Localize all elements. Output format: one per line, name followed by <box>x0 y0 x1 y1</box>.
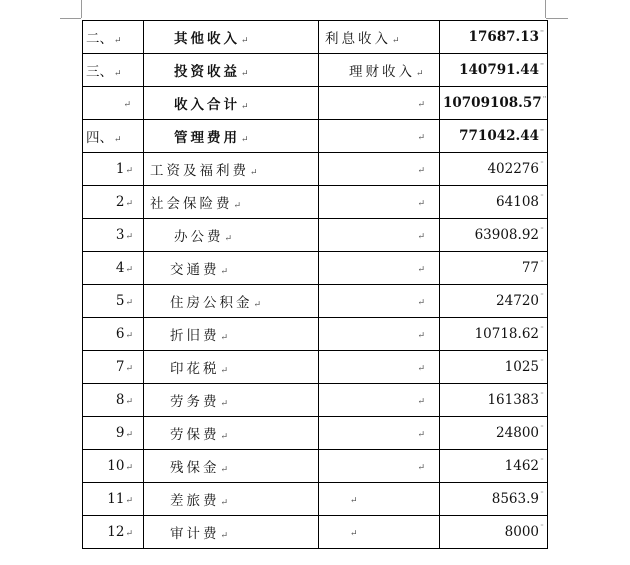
paragraph-mark: ↵ <box>417 331 425 341</box>
table-row <box>83 87 548 120</box>
paragraph-mark: ↵ <box>417 265 425 275</box>
amount-cell[interactable]: 24800¨ <box>440 417 548 450</box>
paragraph-mark: ↵ <box>220 267 229 277</box>
paragraph-mark: ↵ <box>114 135 122 145</box>
amount-cell[interactable]: 10718.62¨ <box>440 318 548 351</box>
seq-cell[interactable]: 9↵ <box>83 417 144 450</box>
seq-cell[interactable]: 4↵ <box>83 252 144 285</box>
table-row <box>83 186 548 219</box>
table-row <box>83 120 548 153</box>
paragraph-mark: ↵ <box>250 168 258 178</box>
table-row <box>83 54 548 87</box>
cell-end-mark: ¨ <box>540 128 544 138</box>
paragraph-mark: ↵ <box>125 166 133 176</box>
paragraph-mark: ↵ <box>125 430 133 440</box>
paragraph-mark: ↵ <box>417 133 425 143</box>
paragraph-mark: ↵ <box>233 201 242 211</box>
paragraph-mark: ↵ <box>241 102 249 112</box>
name-cell[interactable]: 住房公积金↵ <box>144 285 319 318</box>
paragraph-mark: ↵ <box>125 331 133 341</box>
cell-end-mark: ¨ <box>540 62 544 72</box>
paragraph-mark: ↵ <box>125 364 133 374</box>
table-row <box>83 252 548 285</box>
paragraph-mark: ↵ <box>125 199 133 209</box>
paragraph-mark: ↵ <box>417 199 425 209</box>
amount-cell[interactable]: 77¨ <box>440 252 548 285</box>
detail-cell[interactable] <box>319 318 440 351</box>
table-row <box>83 483 548 516</box>
cell-end-mark: ¨ <box>540 425 544 434</box>
cell-end-mark: ¨ <box>540 227 544 236</box>
paragraph-mark: ↵ <box>224 234 233 244</box>
detail-cell[interactable] <box>319 483 440 516</box>
paragraph-mark: ↵ <box>417 232 425 242</box>
paragraph-mark: ↵ <box>220 465 229 475</box>
amount-cell[interactable]: 1025¨ <box>440 351 548 384</box>
name-cell[interactable]: 残保金↵ <box>144 450 319 483</box>
paragraph-mark: ↵ <box>125 529 133 539</box>
name-cell[interactable]: 交通费↵ <box>144 252 319 285</box>
amount-cell[interactable]: 17687.13¨ <box>440 21 548 54</box>
detail-cell[interactable] <box>319 285 440 318</box>
amount-cell[interactable]: 8563.9¨ <box>440 483 548 516</box>
table-row <box>83 219 548 252</box>
detail-cell[interactable] <box>319 351 440 384</box>
paragraph-mark: ↵ <box>241 69 249 79</box>
name-cell[interactable]: 管理费用↵ <box>144 120 319 153</box>
paragraph-mark: ↵ <box>114 69 122 79</box>
paragraph-mark: ↵ <box>417 364 425 374</box>
detail-cell[interactable] <box>319 450 440 483</box>
crop-mark <box>546 18 568 19</box>
name-cell[interactable]: 审计费↵ <box>144 516 319 549</box>
paragraph-mark: ↵ <box>392 36 400 46</box>
amount-cell[interactable]: 63908.92¨ <box>440 219 548 252</box>
amount-cell[interactable]: 1462¨ <box>440 450 548 483</box>
seq-cell[interactable]: 5↵ <box>83 285 144 318</box>
seq-cell[interactable]: 3↵ <box>83 219 144 252</box>
name-cell[interactable]: 投资收益↵ <box>144 54 319 87</box>
crop-mark <box>81 0 82 18</box>
name-cell[interactable]: 折旧费↵ <box>144 318 319 351</box>
seq-cell[interactable]: 三、↵ <box>83 54 144 87</box>
seq-cell[interactable]: 2↵ <box>83 186 144 219</box>
cell-end-mark: ¨ <box>540 524 544 533</box>
seq-cell[interactable] <box>83 87 144 120</box>
paragraph-mark: ↵ <box>417 463 425 473</box>
cell-end-mark: ¨ <box>540 491 544 500</box>
seq-cell[interactable]: 8↵ <box>83 384 144 417</box>
amount-cell[interactable]: 24720¨ <box>440 285 548 318</box>
detail-cell[interactable] <box>319 516 440 549</box>
amount-cell[interactable]: 402276¨ <box>440 153 548 186</box>
detail-cell[interactable] <box>319 186 440 219</box>
paragraph-mark: ↵ <box>220 498 229 508</box>
seq-cell[interactable]: 11↵ <box>83 483 144 516</box>
detail-cell[interactable] <box>319 252 440 285</box>
paragraph-mark: ↵ <box>241 36 249 46</box>
seq-cell[interactable]: 10↵ <box>83 450 144 483</box>
paragraph-mark: ↵ <box>416 69 424 79</box>
cell-end-mark: ¨ <box>540 293 544 302</box>
seq-cell[interactable]: 1↵ <box>83 153 144 186</box>
paragraph-mark: ↵ <box>417 397 425 407</box>
detail-cell[interactable] <box>319 219 440 252</box>
paragraph-mark: ↵ <box>417 166 425 176</box>
paragraph-mark: ↵ <box>253 300 262 310</box>
table-row <box>83 450 548 483</box>
cell-end-mark: ¨ <box>540 359 544 368</box>
financial-table <box>82 20 548 549</box>
name-cell[interactable]: 其他收入↵ <box>144 21 319 54</box>
detail-cell[interactable] <box>319 87 440 120</box>
detail-cell[interactable]: 利息收入↵ <box>319 21 440 54</box>
name-cell[interactable]: 差旅费↵ <box>144 483 319 516</box>
paragraph-mark: ↵ <box>417 430 425 440</box>
paragraph-mark: ↵ <box>114 36 122 46</box>
seq-cell[interactable]: 7↵ <box>83 351 144 384</box>
table-row <box>83 318 548 351</box>
table-row <box>83 384 548 417</box>
name-cell[interactable]: 办公费↵ <box>144 219 319 252</box>
detail-cell[interactable] <box>319 120 440 153</box>
seq-cell[interactable]: 二、↵ <box>83 21 144 54</box>
cell-end-mark: ¨ <box>540 161 544 170</box>
paragraph-mark: ↵ <box>123 100 131 110</box>
crop-mark <box>60 18 81 19</box>
cell-end-mark: ¨ <box>540 392 544 401</box>
name-cell[interactable]: 社会保险费↵ <box>144 186 319 219</box>
detail-cell[interactable] <box>319 153 440 186</box>
table-row <box>83 153 548 186</box>
cell-end-mark: ¨ <box>540 194 544 203</box>
paragraph-mark: ↵ <box>125 397 133 407</box>
paragraph-mark: ↵ <box>125 496 133 506</box>
paragraph-mark: ↵ <box>241 135 249 145</box>
paragraph-mark: ↵ <box>220 432 229 442</box>
paragraph-mark: ↵ <box>125 463 133 473</box>
paragraph-mark: ↵ <box>417 298 425 308</box>
seq-cell[interactable]: 6↵ <box>83 318 144 351</box>
detail-cell[interactable]: 理财收入↵ <box>319 54 440 87</box>
table-row <box>83 351 548 384</box>
table-row <box>83 516 548 549</box>
table-row <box>83 21 548 54</box>
seq-cell[interactable]: 12↵ <box>83 516 144 549</box>
seq-cell[interactable]: 四、↵ <box>83 120 144 153</box>
paragraph-mark: ↵ <box>220 531 229 541</box>
amount-cell[interactable]: 8000¨ <box>440 516 548 549</box>
paragraph-mark: ↵ <box>125 232 133 242</box>
amount-cell[interactable]: 161383¨ <box>440 384 548 417</box>
cell-end-mark: ¨ <box>540 326 544 335</box>
table-row <box>83 417 548 450</box>
amount-cell[interactable]: 10709108.57¨ <box>440 87 548 120</box>
cell-end-mark: ¨ <box>540 29 544 39</box>
table-row <box>83 285 548 318</box>
cell-end-mark: ¨ <box>540 260 544 269</box>
paragraph-mark: ↵ <box>125 265 133 275</box>
paragraph-mark: ↵ <box>220 333 229 343</box>
paragraph-mark: ↵ <box>125 298 133 308</box>
paragraph-mark: ↵ <box>220 366 229 376</box>
name-cell[interactable]: 印花税↵ <box>144 351 319 384</box>
amount-cell[interactable]: 771042.44¨ <box>440 120 548 153</box>
amount-cell[interactable]: 64108¨ <box>440 186 548 219</box>
paragraph-mark: ↵ <box>350 496 358 506</box>
name-cell[interactable]: 工资及福利费↵ <box>144 153 319 186</box>
paragraph-mark: ↵ <box>350 529 358 539</box>
crop-mark <box>545 0 546 18</box>
name-cell[interactable]: 劳务费↵ <box>144 384 319 417</box>
detail-cell[interactable] <box>319 417 440 450</box>
paragraph-mark: ↵ <box>417 100 425 110</box>
amount-cell[interactable]: 140791.44¨ <box>440 54 548 87</box>
name-cell[interactable]: 收入合计↵ <box>144 87 319 120</box>
cell-end-mark: ¨ <box>542 95 547 105</box>
detail-cell[interactable] <box>319 384 440 417</box>
cell-end-mark: ¨ <box>540 458 544 467</box>
paragraph-mark: ↵ <box>220 399 229 409</box>
name-cell[interactable]: 劳保费↵ <box>144 417 319 450</box>
